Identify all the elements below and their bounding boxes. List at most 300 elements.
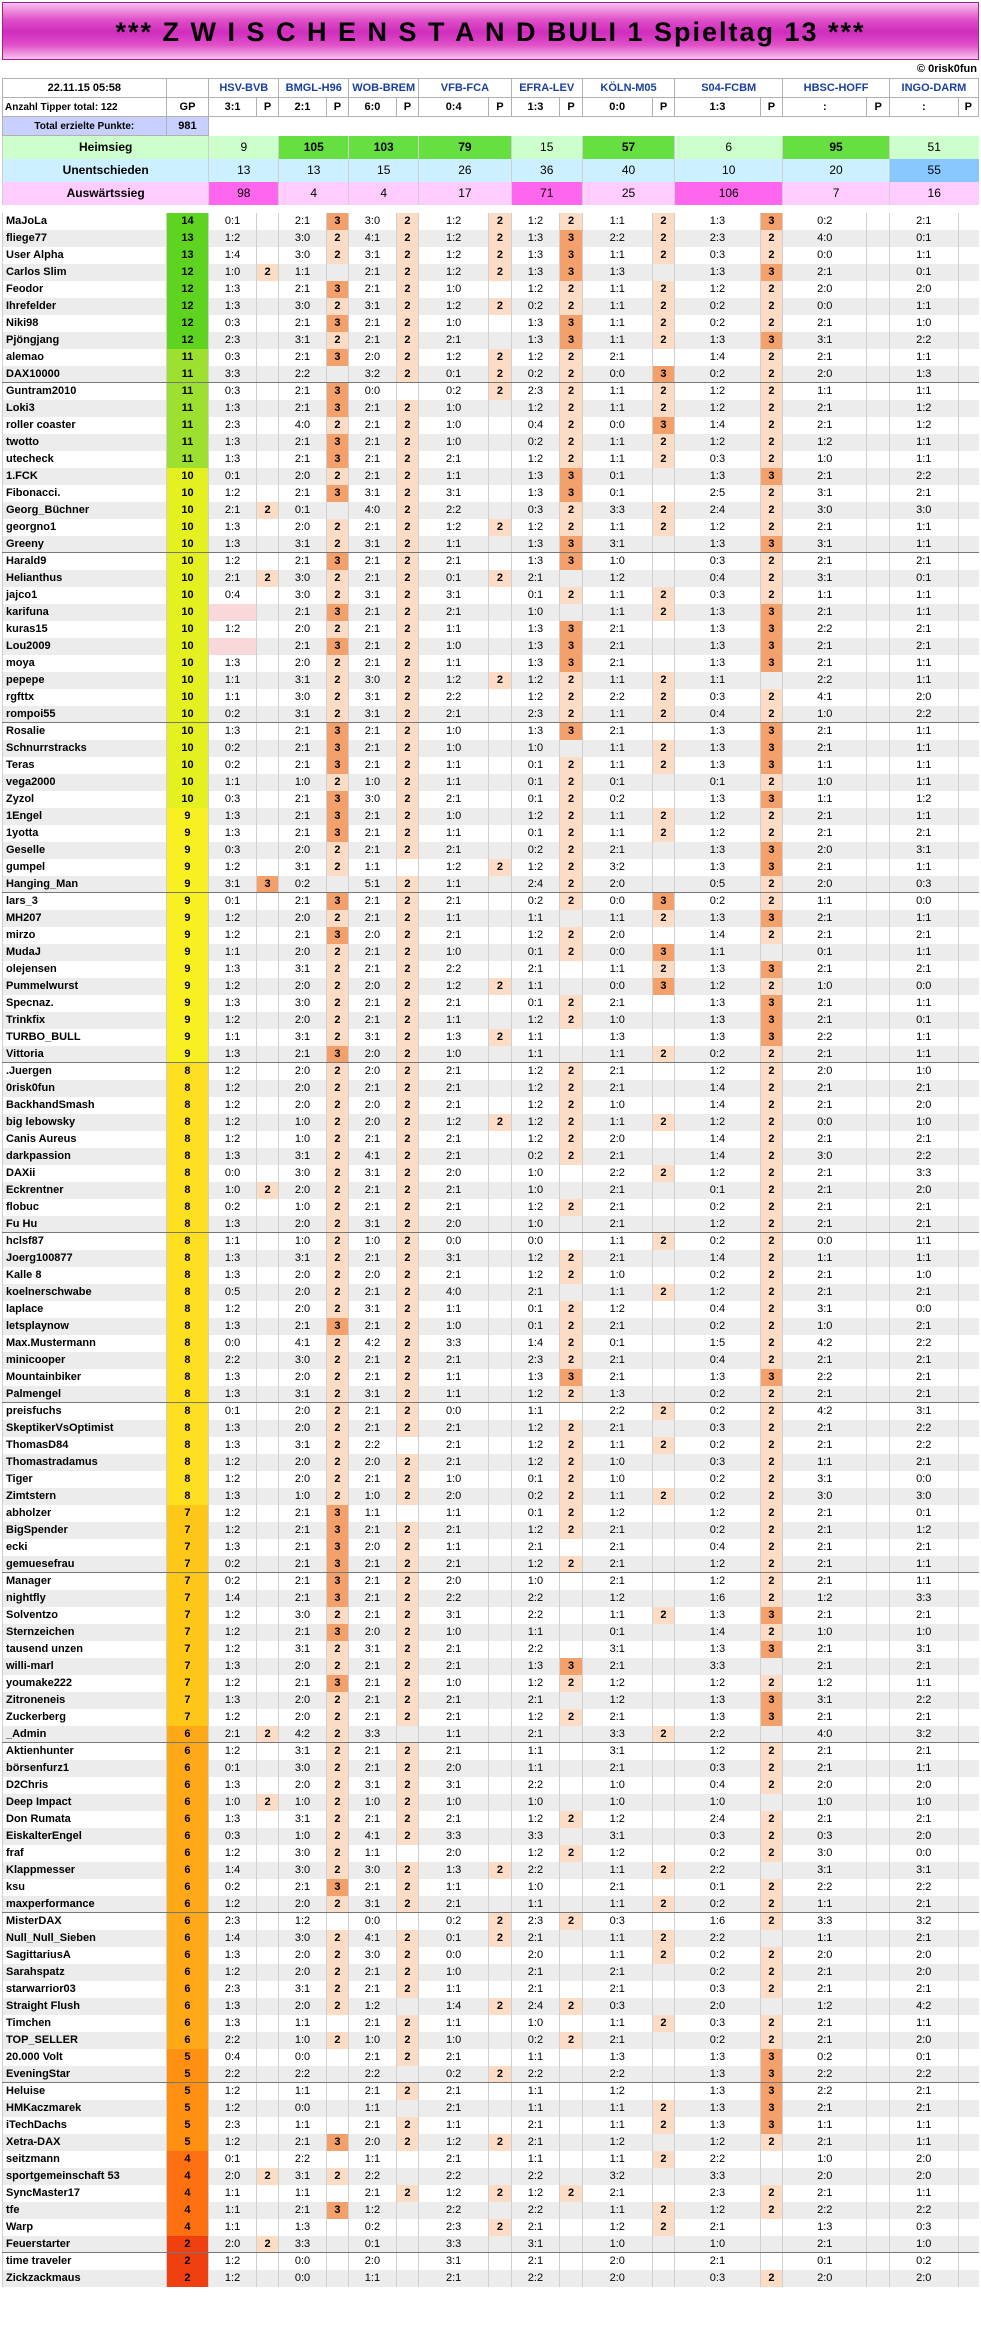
- tip-points: [256, 638, 279, 655]
- blank-cell: [582, 117, 652, 136]
- tip-points: [560, 961, 583, 978]
- player-points: 8: [166, 1063, 209, 1080]
- tip-value: 2:0: [279, 1896, 326, 1913]
- tip-value: 3:1: [279, 1743, 326, 1760]
- tip-points: [958, 1131, 978, 1148]
- tip-points: [256, 1947, 279, 1964]
- tip-value: 2:1: [582, 1658, 652, 1675]
- tip-points: [256, 332, 279, 349]
- tip-points: [256, 366, 279, 383]
- tip-points: [652, 1590, 675, 1607]
- tip-points: [867, 672, 890, 689]
- tip-value: 2:1: [419, 553, 489, 570]
- tip-points: [560, 2134, 583, 2151]
- tip-value: 1:1: [419, 1539, 489, 1556]
- tip-points: [256, 1913, 279, 1930]
- tip-points: [958, 1284, 978, 1301]
- tip-value: 2:1: [889, 1454, 958, 1471]
- tip-value: 2:1: [582, 621, 652, 638]
- tip-points: [256, 1590, 279, 1607]
- tip-value: 0:0: [279, 2270, 326, 2287]
- player-name: Manager: [3, 1573, 167, 1590]
- tip-points: [652, 1981, 675, 1998]
- game-result: :: [783, 98, 867, 117]
- tip-value: 1:2: [511, 1437, 560, 1454]
- tip-value: 1:1: [419, 1505, 489, 1522]
- tip-value: 1:1: [582, 383, 652, 400]
- tip-points: [958, 1930, 978, 1947]
- tip-value: 1:3: [209, 1811, 256, 1828]
- tip-points: 2: [326, 1386, 349, 1403]
- table-row: [3, 1522, 979, 1539]
- tip-points: 3: [760, 604, 783, 621]
- tip-value: 1:2: [675, 1573, 760, 1590]
- tip-points: 2: [396, 315, 419, 332]
- tip-value: 2:1: [582, 1369, 652, 1386]
- tip-points: [489, 1573, 512, 1590]
- player-points: 13: [166, 230, 209, 247]
- player-name: Rosalie: [3, 723, 167, 740]
- tip-value: 0:4: [675, 1539, 760, 1556]
- player-points: 4: [166, 2202, 209, 2219]
- tip-points: [867, 876, 890, 893]
- tip-value: 1:2: [783, 1590, 867, 1607]
- tip-points: 2: [489, 2134, 512, 2151]
- tip-points: [256, 315, 279, 332]
- tip-points: 2: [396, 1607, 419, 1624]
- tip-value: 3:1: [279, 536, 326, 553]
- tip-points: [652, 1641, 675, 1658]
- tip-value: 1:0: [511, 1794, 560, 1811]
- tip-value: 0:1: [511, 791, 560, 808]
- tip-value: 1:3: [209, 451, 256, 468]
- tip-value: 1:4: [511, 1335, 560, 1352]
- tip-points: 3: [760, 536, 783, 553]
- table-row: [3, 468, 979, 485]
- tip-value: 4:0: [783, 230, 867, 247]
- tip-value: 1:1: [783, 383, 867, 400]
- tip-points: 3: [652, 944, 675, 961]
- player-points: 10: [166, 740, 209, 757]
- summary-value: 7: [783, 182, 890, 205]
- player-name: Georg_Büchner: [3, 502, 167, 519]
- tip-value: 1:1: [582, 1930, 652, 1947]
- tip-points: [489, 451, 512, 468]
- table-row: [3, 2083, 979, 2100]
- tip-points: [652, 1675, 675, 1692]
- tip-points: 2: [396, 1964, 419, 1981]
- tip-value: 0:2: [209, 740, 256, 757]
- tip-value: 1:3: [675, 1692, 760, 1709]
- tip-points: 2: [396, 298, 419, 315]
- tip-points: [256, 1420, 279, 1437]
- tip-value: 2:0: [889, 1097, 958, 1114]
- tip-points: 3: [760, 961, 783, 978]
- blank-cell: [326, 117, 349, 136]
- tip-value: 3:1: [419, 587, 489, 604]
- tip-points: [867, 1947, 890, 1964]
- tip-points: [652, 485, 675, 502]
- tip-value: 3:1: [279, 961, 326, 978]
- tip-points: [958, 502, 978, 519]
- tip-value: 1:4: [675, 1148, 760, 1165]
- tip-points: [256, 417, 279, 434]
- tip-points: [958, 2202, 978, 2219]
- tip-value: 2:2: [889, 706, 958, 723]
- tip-value: 0:0: [279, 2253, 326, 2270]
- tip-points: 2: [760, 1556, 783, 1573]
- summary-value: 13: [209, 159, 279, 182]
- tip-value: 1:0: [675, 2236, 760, 2253]
- tip-value: 0:3: [209, 791, 256, 808]
- tip-value: 2:1: [783, 808, 867, 825]
- player-name: Don Rumata: [3, 1811, 167, 1828]
- tip-value: 0:1: [582, 468, 652, 485]
- tip-value: 1:0: [783, 1318, 867, 1335]
- table-row: [3, 655, 979, 672]
- tip-points: [560, 2117, 583, 2134]
- tip-points: [256, 553, 279, 570]
- tip-value: 2:1: [582, 1981, 652, 1998]
- tip-value: 2:1: [279, 1505, 326, 1522]
- tip-value: 1:2: [209, 1097, 256, 1114]
- player-points: 4: [166, 2219, 209, 2236]
- tip-points: 3: [326, 825, 349, 842]
- tip-points: 2: [560, 366, 583, 383]
- tip-value: 2:1: [349, 1675, 396, 1692]
- tip-value: 2:1: [889, 213, 958, 230]
- tip-value: 2:0: [783, 2168, 867, 2185]
- tip-points: [489, 1080, 512, 1097]
- tip-value: 1:6: [675, 1913, 760, 1930]
- tip-points: [652, 723, 675, 740]
- tip-points: 2: [326, 1148, 349, 1165]
- tip-value: 1:1: [209, 2219, 256, 2236]
- game-result: 2:1: [279, 98, 326, 117]
- tip-points: 2: [560, 1012, 583, 1029]
- tip-points: [958, 1097, 978, 1114]
- blank-cell: [675, 117, 760, 136]
- tip-value: 2:1: [419, 1709, 489, 1726]
- tip-points: 3: [760, 1641, 783, 1658]
- tip-points: [958, 570, 978, 587]
- tip-points: [760, 944, 783, 961]
- tip-value: 0:1: [889, 2049, 958, 2066]
- tip-value: 1:2: [675, 1114, 760, 1131]
- tip-points: [652, 1182, 675, 1199]
- tip-points: 3: [560, 655, 583, 672]
- date-time-cell: 22.11.15 05:58: [3, 79, 167, 98]
- tip-points: [867, 451, 890, 468]
- tip-points: 3: [760, 1369, 783, 1386]
- tip-points: 2: [326, 2168, 349, 2185]
- tip-points: [489, 1403, 512, 1420]
- tip-points: 2: [396, 876, 419, 893]
- tip-value: 1:1: [582, 1437, 652, 1454]
- tip-value: 0:2: [675, 1896, 760, 1913]
- tip-points: 2: [396, 281, 419, 298]
- tip-points: [256, 1964, 279, 1981]
- tip-points: [867, 1981, 890, 1998]
- tip-points: [867, 570, 890, 587]
- tip-value: 1:3: [675, 621, 760, 638]
- player-points: 8: [166, 1250, 209, 1267]
- player-points: 5: [166, 2134, 209, 2151]
- tip-value: 2:0: [582, 2270, 652, 2287]
- tip-value: 1:1: [349, 859, 396, 876]
- player-points: 6: [166, 1726, 209, 1743]
- tip-value: 1:0: [419, 400, 489, 417]
- tip-points: 2: [560, 842, 583, 859]
- tip-value: 1:2: [511, 451, 560, 468]
- tip-points: [256, 740, 279, 757]
- tip-value: 3:1: [279, 1437, 326, 1454]
- summary-value: 4: [279, 182, 349, 205]
- table-row: [3, 1267, 979, 1284]
- tip-points: [560, 1692, 583, 1709]
- tip-points: [326, 2151, 349, 2168]
- tip-value: 1:0: [889, 1624, 958, 1641]
- table-row: [3, 1777, 979, 1794]
- player-points: 8: [166, 1131, 209, 1148]
- tip-points: 2: [560, 1488, 583, 1505]
- table-row: [3, 791, 979, 808]
- player-points: 8: [166, 1148, 209, 1165]
- tip-value: 2:2: [419, 502, 489, 519]
- table-row: [3, 1471, 979, 1488]
- tip-points: [652, 1964, 675, 1981]
- tip-value: 1:1: [889, 808, 958, 825]
- spacer: [3, 205, 979, 213]
- tip-points: 2: [396, 1352, 419, 1369]
- tip-value: 1:1: [209, 2202, 256, 2219]
- tip-value: 1:1: [511, 2083, 560, 2100]
- tip-points: [867, 740, 890, 757]
- tip-value: 1:2: [209, 1845, 256, 1862]
- tip-value: 2:1: [783, 1522, 867, 1539]
- player-points: 4: [166, 2151, 209, 2168]
- table-row: [3, 1607, 979, 1624]
- tip-points: [958, 978, 978, 995]
- player-points: 8: [166, 1471, 209, 1488]
- tip-points: 3: [326, 638, 349, 655]
- tip-value: 2:1: [279, 1573, 326, 1590]
- table-row: [3, 315, 979, 332]
- tip-value: 1:1: [511, 1760, 560, 1777]
- player-name: BigSpender: [3, 1522, 167, 1539]
- table-row: [3, 1097, 979, 1114]
- tip-points: [652, 1250, 675, 1267]
- table-row: [3, 1199, 979, 1216]
- tip-value: 2:1: [582, 1556, 652, 1573]
- tip-points: [652, 876, 675, 893]
- tip-value: 3:1: [582, 1743, 652, 1760]
- tip-points: [958, 1760, 978, 1777]
- p-label: P: [958, 98, 978, 117]
- tip-points: 2: [326, 961, 349, 978]
- tip-value: 1:0: [279, 1131, 326, 1148]
- tip-value: 2:1: [889, 1607, 958, 1624]
- tip-value: 1:2: [511, 808, 560, 825]
- tip-points: 3: [652, 893, 675, 910]
- tip-points: [256, 910, 279, 927]
- tip-value: 0:1: [675, 774, 760, 791]
- tip-value: 1:2: [209, 1522, 256, 1539]
- tip-value: 2:1: [349, 604, 396, 621]
- tip-value: 1:2: [419, 230, 489, 247]
- tip-value: 2:0: [889, 1947, 958, 1964]
- tip-value: 0:2: [209, 1573, 256, 1590]
- tip-value: 3:3: [582, 1726, 652, 1743]
- tip-value: 3:1: [349, 1641, 396, 1658]
- tip-value: 3:1: [783, 485, 867, 502]
- tip-points: [560, 1607, 583, 1624]
- tip-points: [560, 1046, 583, 1063]
- tip-points: 2: [652, 706, 675, 723]
- tip-points: [958, 1556, 978, 1573]
- tip-points: [489, 1097, 512, 1114]
- tip-value: 4:1: [349, 1930, 396, 1947]
- tip-value: 1:1: [582, 1896, 652, 1913]
- tip-value: 1:2: [209, 1896, 256, 1913]
- tip-value: 1:2: [511, 672, 560, 689]
- tip-value: 2:0: [279, 1709, 326, 1726]
- tip-points: 2: [560, 400, 583, 417]
- tip-value: 1:1: [419, 536, 489, 553]
- tip-points: [958, 1658, 978, 1675]
- tip-value: 0:1: [889, 1012, 958, 1029]
- tip-points: [256, 1641, 279, 1658]
- tip-value: 2:0: [783, 366, 867, 383]
- player-points: 6: [166, 1794, 209, 1811]
- tip-points: [489, 1709, 512, 1726]
- tip-points: 2: [760, 1216, 783, 1233]
- tip-points: 3: [326, 213, 349, 230]
- tip-points: [489, 893, 512, 910]
- tip-points: 3: [760, 1029, 783, 1046]
- tip-value: 2:1: [279, 825, 326, 842]
- tip-points: [256, 1658, 279, 1675]
- tip-points: [489, 1607, 512, 1624]
- tip-points: 2: [652, 1896, 675, 1913]
- player-points: 7: [166, 1624, 209, 1641]
- tip-value: 1:2: [511, 1199, 560, 1216]
- tip-points: [958, 2219, 978, 2236]
- tip-value: 2:1: [349, 1420, 396, 1437]
- tip-value: 2:1: [889, 1352, 958, 1369]
- tip-points: [256, 893, 279, 910]
- tip-points: 2: [652, 1046, 675, 1063]
- tip-points: [867, 485, 890, 502]
- tip-points: [867, 1437, 890, 1454]
- tip-value: 1:0: [279, 1488, 326, 1505]
- player-points: 8: [166, 1165, 209, 1182]
- tip-points: 3: [652, 417, 675, 434]
- tip-points: [867, 927, 890, 944]
- tip-points: [867, 468, 890, 485]
- tip-value: 1:0: [209, 1182, 256, 1199]
- tip-points: 3: [326, 281, 349, 298]
- player-points: 8: [166, 1488, 209, 1505]
- table-row: [3, 1811, 979, 1828]
- tip-value: 1:2: [582, 1811, 652, 1828]
- player-points: 2: [166, 2270, 209, 2287]
- tip-value: 2:1: [419, 1131, 489, 1148]
- tip-points: [489, 1896, 512, 1913]
- tip-value: 3:0: [279, 587, 326, 604]
- tip-value: 2:1: [349, 723, 396, 740]
- tip-value: 4:1: [279, 1335, 326, 1352]
- tip-points: [560, 1573, 583, 1590]
- tip-value: 2:1: [889, 1743, 958, 1760]
- tip-value: 1:1: [511, 1029, 560, 1046]
- tip-value: 1:0: [279, 774, 326, 791]
- tip-value: 1:3: [675, 2083, 760, 2100]
- tip-points: 2: [760, 876, 783, 893]
- player-points: 4: [166, 2168, 209, 2185]
- tip-value: 2:0: [511, 1947, 560, 1964]
- tip-points: [958, 2015, 978, 2032]
- tip-points: 2: [396, 1454, 419, 1471]
- tip-points: [867, 1709, 890, 1726]
- tip-points: [256, 1998, 279, 2015]
- tip-points: 2: [396, 587, 419, 604]
- tip-value: 2:1: [889, 1930, 958, 1947]
- tip-points: [652, 1998, 675, 2015]
- tip-value: 1:2: [511, 1080, 560, 1097]
- tip-points: 3: [760, 1607, 783, 1624]
- tip-value: 3:0: [279, 1862, 326, 1879]
- table-row: [3, 2168, 979, 2185]
- tip-value: 2:1: [783, 2236, 867, 2253]
- tip-value: 2:1: [511, 2134, 560, 2151]
- tip-value: 1:1: [582, 434, 652, 451]
- player-name: sportgemeinschaft 53: [3, 2168, 167, 2185]
- tip-points: 2: [396, 740, 419, 757]
- tip-value: 2:1: [279, 757, 326, 774]
- tip-value: 0:0: [889, 1471, 958, 1488]
- tip-points: [560, 2253, 583, 2270]
- tip-points: [560, 1947, 583, 1964]
- tip-points: [256, 2253, 279, 2270]
- tip-points: 2: [326, 1165, 349, 1182]
- tip-points: [652, 1539, 675, 1556]
- tip-value: 2:1: [419, 2049, 489, 2066]
- tip-value: 1:0: [582, 1454, 652, 1471]
- tip-points: [958, 1862, 978, 1879]
- tip-points: 2: [760, 1335, 783, 1352]
- tip-value: 3:1: [279, 1029, 326, 1046]
- tip-points: 2: [396, 825, 419, 842]
- tip-points: [256, 808, 279, 825]
- tip-points: [867, 315, 890, 332]
- tip-value: 3:1: [279, 1981, 326, 1998]
- tip-value: 1:2: [889, 417, 958, 434]
- tip-value: 3:1: [349, 1301, 396, 1318]
- tip-value: 2:1: [349, 1658, 396, 1675]
- player-name: Greeny: [3, 536, 167, 553]
- tip-points: [760, 2219, 783, 2236]
- tip-points: 2: [652, 1284, 675, 1301]
- tip-value: 3:3: [582, 502, 652, 519]
- summary-value: 10: [675, 159, 783, 182]
- tip-value: 1:1: [419, 757, 489, 774]
- tip-value: 2:1: [279, 315, 326, 332]
- tip-points: 2: [560, 1335, 583, 1352]
- player-points: 6: [166, 1811, 209, 1828]
- tip-value: 2:1: [209, 502, 256, 519]
- tip-points: [560, 1284, 583, 1301]
